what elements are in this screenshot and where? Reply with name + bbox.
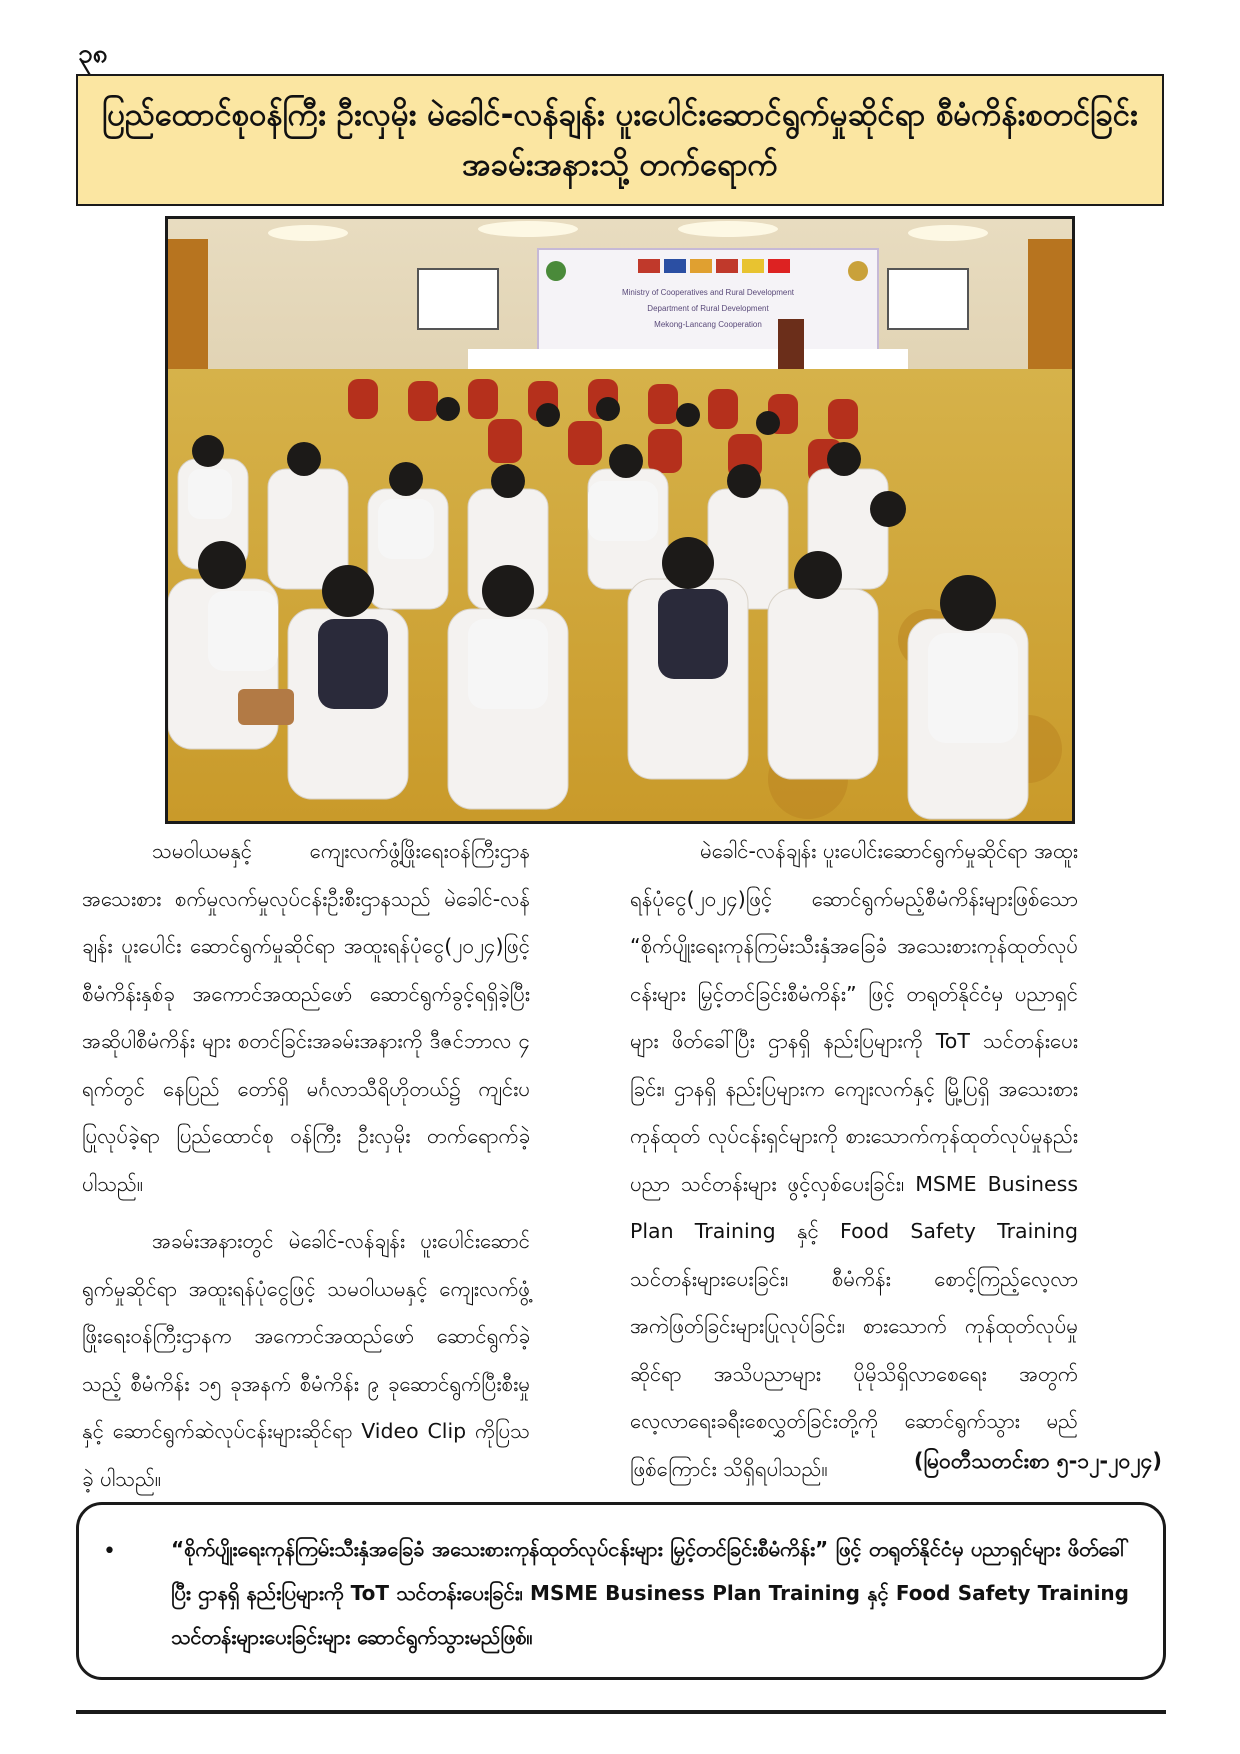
page-number: ၃၈ xyxy=(78,39,108,69)
headline-line-2: အခမ်းအနားသို့ တက်ရောက် xyxy=(462,147,778,183)
backdrop-text-2: Department of Rural Development xyxy=(647,304,769,313)
backdrop-text-1: Ministry of Cooperatives and Rural Development xyxy=(621,288,795,297)
summary-box xyxy=(76,1502,1166,1680)
headline-box xyxy=(76,74,1164,206)
article-paragraph: အခမ်းအနားတွင် မဲခေါင်-လန်ချန်း ပူးပေါင်းဆောင် ရွက်မှုဆိုင်ရာ အထူးရန်ပုံငွေဖြင့် သမဝါယမနှင့် ကျေးလက်ဖွံ့ ဖြိုးရေးဝန်ကြီးဌာနက အကောင်အထည်ဖော် ဆောင်ရွက်ခဲ့ သည့် စီမံကိန်း ၁၅ ခုအနက် စီမံကိန်း ၉ ခုဆောင်ရွက်ပြီးစီးမှု နှင့် ဆောင်ရွက်ဆဲလုပ်ငန်းများဆိုင်ရာ Video Clip ကိုပြသခဲ့ ပါသည်။ xyxy=(82,1229,530,1491)
summary-text: “စိုက်ပျိုးရေးကုန်ကြမ်းသီးနှံအခြေခံ အသေးစားကုန်ထုတ်လုပ်ငန်းများ မြှင့်တင်ခြင်းစီမံကိန်း” ဖြင့် တရုတ်နိုင်ငံမှ ပညာရှင်များ ဖိတ်ခေါ်ပြီး ဌာနရှိ နည်းပြများကို ToT သင်တန်းပေးခြင်း၊ MSME Business Plan Training နှင့် Food Safety Training သင်တန်းများပေးခြင်းများ ဆောင်ရွက်သွားမည်ဖြစ်။ xyxy=(171,1537,1129,1649)
headline-line-1: ပြည်ထောင်စုဝန်ကြီး ဦးလှမိုး မဲခေါင်-လန်ချန်း ပူးပေါင်းဆောင်ရွက်မှုဆိုင်ရာ စီမံကိန်းစတင်ခြင်း xyxy=(102,97,1138,133)
article-paragraph: မဲခေါင်-လန်ချန်း ပူးပေါင်းဆောင်ရွက်မှုဆိုင်ရာ အထူး ရန်ပုံငွေ(၂၀၂၄)ဖြင့် ဆောင်ရွက်မည့်စီမံကိန်းများဖြစ်သော “စိုက်ပျိုးရေးကုန်ကြမ်းသီးနှံအခြေခံ အသေးစားကုန်ထုတ်လုပ် ငန်းများ မြှင့်တင်ခြင်းစီမံကိန်း” ဖြင့် တရုတ်နိုင်ငံမှ ပညာရှင်များ ဖိတ်ခေါ်ပြီး ဌာနရှိ နည်းပြများကို ToT သင်တန်းပေးခြင်း၊ ဌာနရှိ နည်းပြများက ကျေးလက်နှင့် မြို့ပြရှိ အသေးစားကုန်ထုတ် လုပ်ငန်းရှင်များကို စားသောက်ကုန်ထုတ်လုပ်မှုနည်းပညာ သင်တန်းများ ဖွင့်လှစ်ပေးခြင်း၊ MSME Business Plan Training နှင့် Food Safety Training သင်တန်းများပေးခြင်း၊ စီမံကိန်း စောင့်ကြည့်လေ့လာ အကဲဖြတ်ခြင်းများပြုလုပ်ခြင်း၊ စားသောက် ကုန်ထုတ်လုပ်မှုဆိုင်ရာ အသိပညာများ ပိုမိုသိရှိလာစေရေး အတွက် လေ့လာရေးခရီးစေလွှတ်ခြင်းတို့ကို ဆောင်ရွက်သွား မည်ဖြစ်ကြောင်း သိရှိရပါသည်။ xyxy=(630,839,1078,1481)
source-citation: (မြဝတီသတင်းစာ ၅-၁၂-၂၀၂၄) xyxy=(913,1449,1162,1473)
bullet-icon: • xyxy=(103,1539,116,1564)
article-paragraph: သမဝါယမနှင့် ကျေးလက်ဖွံ့ဖြိုးရေးဝန်ကြီးဌာန အသေးစား စက်မှုလက်မှုလုပ်ငန်းဦးစီးဌာနသည် မဲခေါင်-လန်ချန်း ပူးပေါင်း ဆောင်ရွက်မှုဆိုင်ရာ အထူးရန်ပုံငွေ(၂၀၂၄)ဖြင့် စီမံကိန်းနှစ်ခု အကောင်အထည်ဖော် ဆောင်ရွက်ခွင့်ရရှိခဲ့ပြီး အဆိုပါစီမံကိန်း များ စတင်ခြင်းအခမ်းအနားကို ဒီဇင်ဘာလ ၄ ရက်တွင် နေပြည် တော်ရှိ မင်္ဂလာသီရိဟိုတယ်၌ ကျင်းပပြုလုပ်ခဲ့ရာ ပြည်ထောင်စု ဝန်ကြီး ဦးလှမိုး တက်ရောက်ခဲ့ပါသည်။ xyxy=(82,839,530,1196)
article-right-column xyxy=(630,828,1078,1503)
event-photo xyxy=(165,216,1075,824)
backdrop-text-3: Mekong-Lancang Cooperation xyxy=(654,320,762,329)
article-left-column xyxy=(82,828,530,1513)
bottom-divider xyxy=(76,1710,1166,1714)
